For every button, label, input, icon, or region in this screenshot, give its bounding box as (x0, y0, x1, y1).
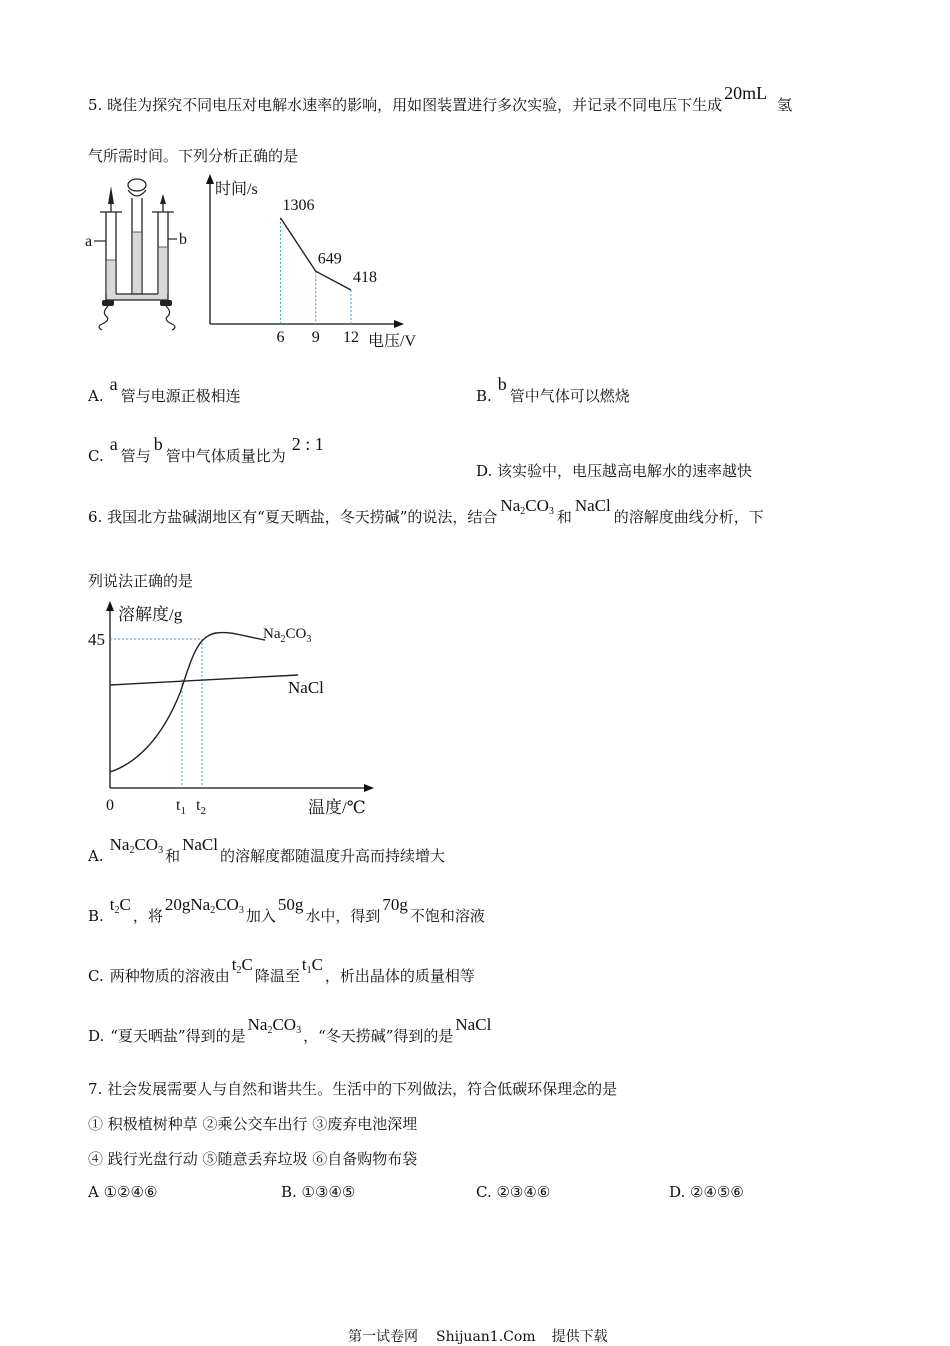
label-b: b (179, 231, 187, 248)
na2co3-curve (110, 633, 265, 772)
origin-label: 0 (106, 797, 114, 814)
q7-list-line1: ① 积极植树种草 ②乘公交车出行 ③废弃电池深埋 (88, 1115, 418, 1133)
q5-option-b[interactable]: B.b管中气体可以燃烧 (476, 374, 630, 405)
q6-option-c[interactable]: C. 两种物质的溶液由$t_2C$降温至$t_1C$，析出晶体的质量相等 (88, 955, 475, 985)
q7-option-b[interactable]: B. ①③④⑤ (281, 1183, 356, 1201)
q5-option-a[interactable]: A.a管与电源正极相连 (88, 374, 241, 405)
x-tick-t1: $t_1$ (176, 797, 186, 817)
q5-stem-line1: 5. 晓佳为探究不同电压对电解水速率的影响，用如图装置进行多次实验，并记录不同电压下生成20mL氢 (88, 83, 793, 114)
series-label-nacl: NaCl (288, 678, 324, 697)
series-label-na2co3: $Na_2CO_3$ (263, 626, 312, 645)
q5-option-c[interactable]: C.a管与b管中气体质量比为2 : 1 (88, 434, 324, 465)
q7-stem: 7. 社会发展需要人与自然和谐共生。生活中的下列做法，符合低碳环保理念的是 (88, 1080, 618, 1098)
label-a: a (85, 233, 93, 250)
q5-volume: 20mL (724, 83, 768, 103)
x-tick-9: 9 (311, 329, 320, 346)
q5-option-d[interactable]: D. 该实验中，电压越高电解水的速率越快 (476, 462, 753, 480)
nacl-curve (110, 675, 298, 685)
x-axis-arrow (394, 320, 404, 328)
q6-option-a[interactable]: $A.Na_2CO_3$ 和NaCl的溶解度都随温度升高而持续增大 (88, 835, 445, 865)
data-label-649: 649 (317, 250, 342, 268)
x-tick-12: 12 (343, 329, 359, 346)
footer (348, 1326, 608, 1346)
x-axis-label: 温度/℃ (308, 798, 366, 817)
y-axis-arrow (106, 601, 114, 611)
y-tick-45: 45 (88, 630, 105, 649)
q7-option-c[interactable]: C. ②③④⑥ (476, 1183, 551, 1201)
q6-stem-line2: 列说法正确的是 (88, 572, 194, 590)
voltage-time-chart (200, 172, 430, 354)
data-label-418: 418 (353, 269, 377, 287)
solubility-chart (82, 598, 382, 820)
footer-domain[interactable]: Shijuan1.Com (436, 1329, 536, 1345)
electrolysis-apparatus-figure (82, 172, 202, 334)
x-axis-label: 电压/V (368, 333, 417, 350)
q6-option-d[interactable]: D. “夏天晒盐”得到的是$Na_2CO_3$ ，“冬天捞碱”得到的是NaCl (88, 1015, 492, 1045)
footer-action: 提供下载 (551, 1329, 608, 1345)
q7-list-line2: ④ 践行光盘行动 ⑤随意丢弃垃圾 ⑥自备购物布袋 (88, 1150, 418, 1168)
footer-site: 第一试卷网 (348, 1329, 418, 1345)
x-tick-6: 6 (276, 329, 285, 346)
x-axis-arrow (364, 784, 374, 792)
y-axis-label: 时间/s (215, 181, 258, 198)
data-label-1306: 1306 (282, 196, 315, 214)
y-axis-arrow (206, 174, 214, 184)
q7-option-a[interactable]: A ①②④⑥ (88, 1183, 158, 1201)
y-axis-label: 溶解度/g (118, 605, 183, 624)
q7-option-d[interactable]: D. ②④⑤⑥ (669, 1183, 744, 1201)
x-tick-t2: $t_2$ (196, 797, 206, 817)
q5-stem-line2: 气所需时间。下列分析正确的是 (88, 147, 299, 165)
q6-stem-line1: 6. 我国北方盐碱湖地区有“夏天晒盐，冬天捞碱”的说法，结合$Na_2CO_3$ 和NaCl的溶解度曲线分析，下 (88, 496, 764, 526)
q6-option-b[interactable]: $B.t_2C$，将$20gNa_2CO_3$ 加入50g水中，得到70g不饱和溶液 (88, 895, 485, 925)
